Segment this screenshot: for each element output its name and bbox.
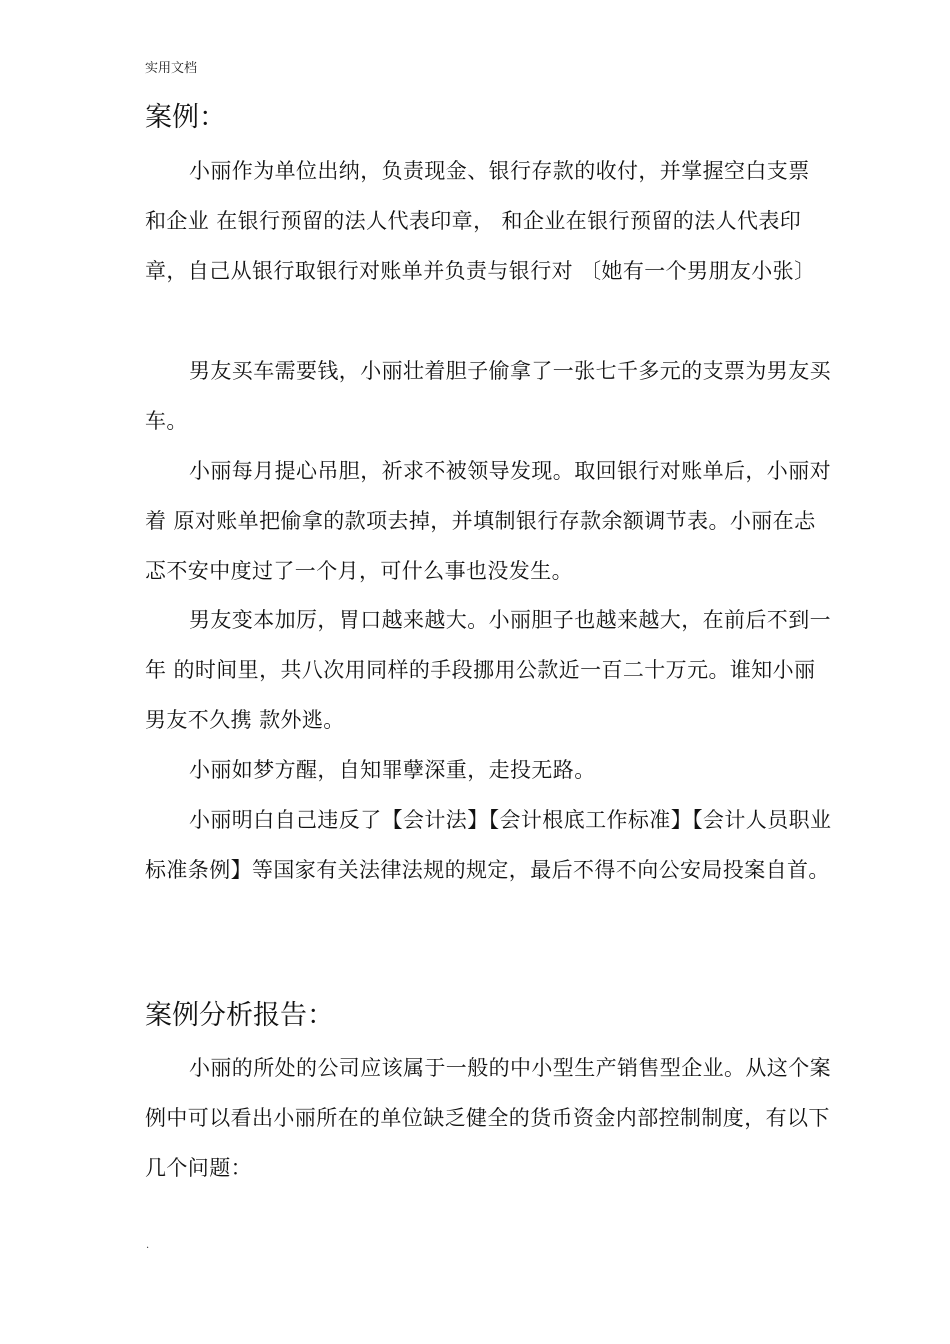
document-header: 实用文档 <box>145 61 198 76</box>
paragraph: 男友买车需要钱，小丽壮着胆子偷拿了一张七千多元的支票为男友买车。 <box>145 359 831 433</box>
footer-mark: . <box>146 1240 150 1251</box>
section-heading-analysis: 案例分析报告： <box>145 1000 334 1031</box>
paragraph: 小丽的所处的公司应该属于一般的中小型生产销售型企业。从这个案例中可以看出小丽所在的单位缺乏健全的货币资金内部控制制度，有以下几个问题： <box>145 1056 831 1180</box>
paragraph: 男友变本加厉，胃口越来越大。小丽胆子也越来越大，在前后不到一年 的时间里，共八次用同样的手段挪用公款近一百二十万元。谁知小丽男友不久携 款外逃。 <box>145 608 831 732</box>
paragraph: 小丽明白自己违反了【会计法】【会计根底工作标准】【会计人员职业标准条例】等国家有关法律法规的规定，最后不得不向公安局投案自首。 <box>145 808 832 882</box>
paragraph: 小丽每月提心吊胆，祈求不被领导发现。取回银行对账单后，小丽对着 原对账单把偷拿的款项去掉，并填制银行存款余额调节表。小丽在忐忑不安中度过了一个月，可什么事也没发生。 <box>145 459 831 583</box>
paragraph: 小丽作为单位出纳，负责现金、银行存款的收付，并掌握空白支票 和企业 在银行预留的法人代表印章， 和企业在银行预留的法人代表印章，自己从银行取银行对账单并负责与银行对 〔她有一个男朋友小张〕 <box>145 159 816 283</box>
paragraph: 小丽如梦方醒，自知罪孽深重，走投无路。 <box>189 758 596 782</box>
section-heading-case: 案例： <box>145 102 226 133</box>
